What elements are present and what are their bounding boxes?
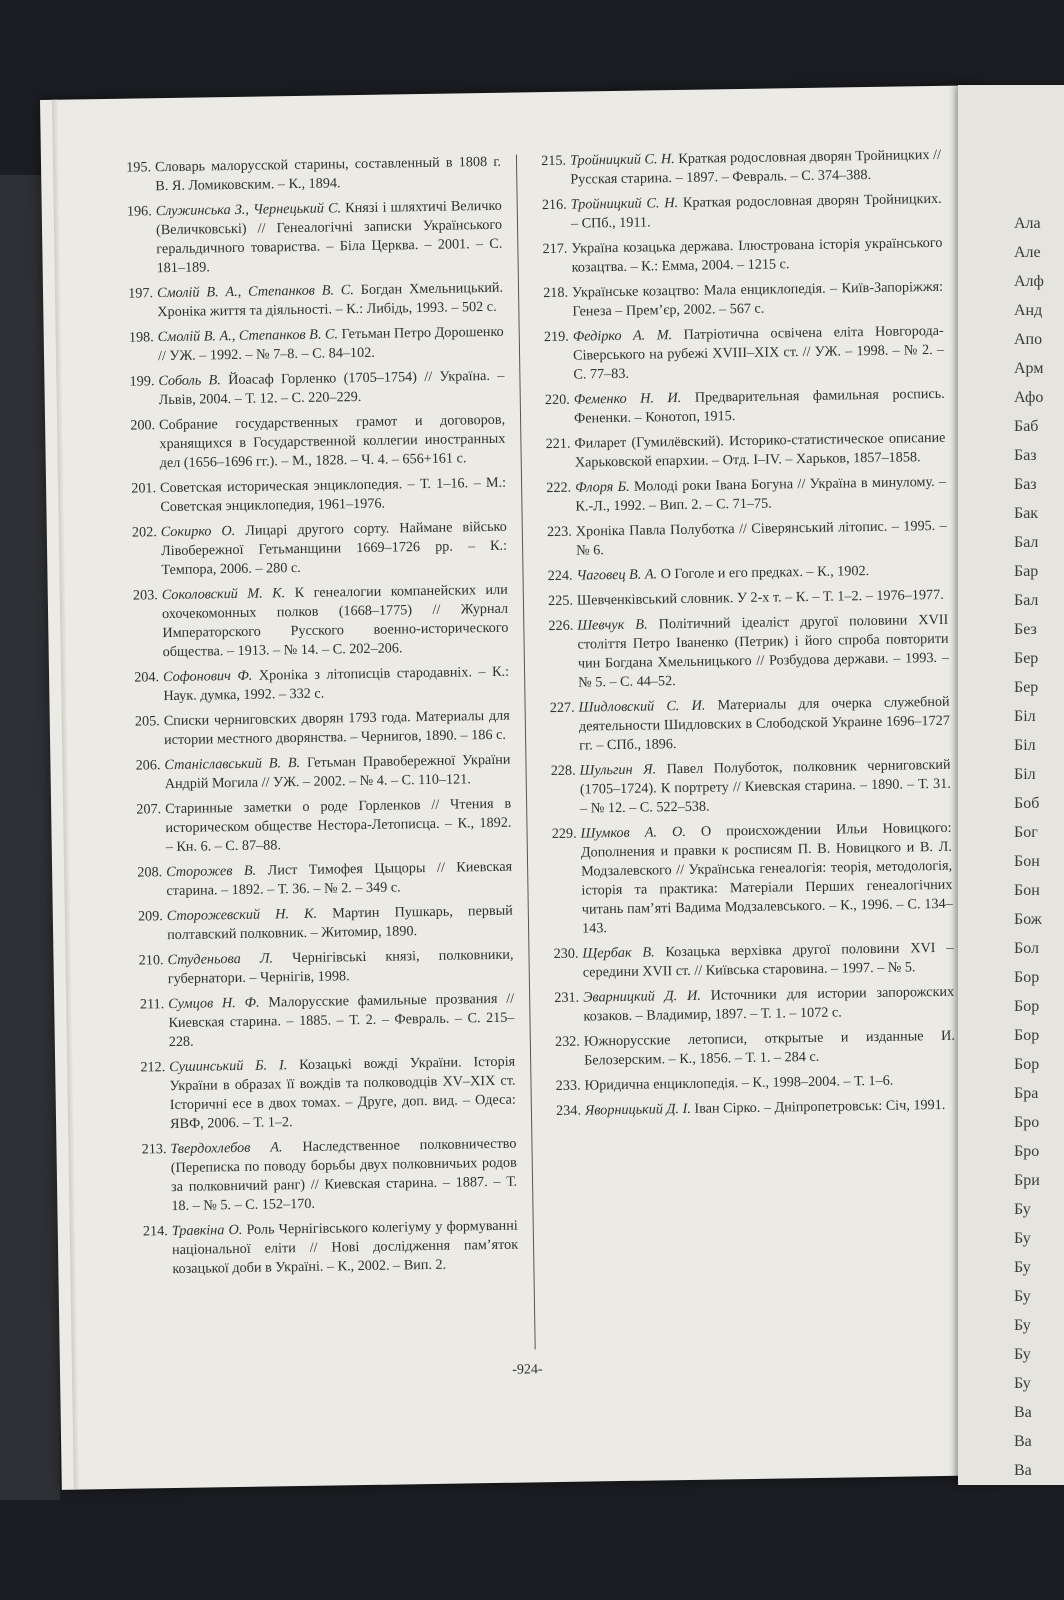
bibliography-entry: [131, 795, 512, 858]
entry-number: 221.: [545, 435, 571, 453]
bibliography-entry: [536, 146, 942, 190]
entry-number: 223.: [546, 523, 572, 541]
bibliography-entry: [537, 190, 943, 234]
facing-page-word: Боб: [1014, 795, 1040, 812]
entry-number: 228.: [550, 762, 576, 780]
facing-page-word: Бро: [1014, 1114, 1040, 1131]
entry-author: Смолій В. А., Степанков В. С.: [156, 282, 354, 302]
facing-page-word: Бер: [1014, 650, 1039, 667]
entry-number: 217.: [542, 240, 568, 258]
page-number: -924-: [512, 1362, 543, 1378]
facing-page-word: Алф: [1014, 273, 1044, 290]
entry-number: 200.: [130, 417, 156, 434]
facing-page-word: Бор: [1014, 998, 1040, 1015]
entry-number: 202.: [131, 524, 157, 541]
bibliography-entry: [123, 279, 504, 323]
entry-author: Сторожев В.: [166, 862, 257, 881]
bibliography-entry: [544, 693, 950, 756]
facing-page-word: Бож: [1014, 911, 1042, 928]
entry-text: Предварительная фамильная роспись. Фененки. – Конотоп, 1915.: [573, 385, 945, 427]
entry-text: Источники для истории запорожских козаков. – Владимир, 1897. – Т. 1. – 1072 с.: [583, 983, 955, 1025]
bibliography-entry: [124, 367, 505, 411]
entry-number: 225.: [547, 592, 574, 610]
facing-page-word: Апо: [1014, 331, 1043, 348]
bibliography-entry: [548, 939, 954, 983]
entry-text: Лист Тимофея Цыцоры // Киевская старина. – 1892. – Т. 36. – № 2. – 349 с.: [166, 858, 513, 900]
entry-number: 215.: [541, 152, 567, 170]
entry-author: Шульгин Я.: [579, 761, 657, 779]
bibliography-entry: [537, 234, 943, 278]
entry-number: 208.: [137, 864, 163, 881]
entry-text: Списки черниговских дворян 1793 года. Материалы для истории местного дворянства. – Чернигов, 1890. – 186 с.: [163, 707, 510, 749]
bibliography-entry: [130, 707, 511, 751]
entry-text: Краткая родословная дворян Тройницких. – СПб., 1911.: [570, 190, 942, 232]
bibliography-entry: [129, 663, 510, 707]
entry-author: Федірко А. М.: [572, 327, 673, 345]
facing-page-word: Бри: [1014, 1172, 1040, 1189]
entry-text: О происхождении Ильи Новицкого: Дополнения и правки к росписям П. В. Новицкого и В. Л. Модзалевского // Українська генеалогія: теорія, методологія, історія та практика: Матеріали Перших генеалогічних читань пам’яті Вадима Модзалевського. – К., 1996. – С. 134–143.: [580, 819, 953, 937]
bibliography-entry: [550, 1027, 956, 1071]
entry-author: Софонович Ф.: [162, 667, 253, 686]
entry-number: 212.: [140, 1059, 166, 1076]
entry-text: Чернігівські князі, полковники, губернатори. – Чернігів, 1998.: [167, 946, 514, 988]
entry-text: Козацькі вожді України. Історія України в образах її вождів та полководців XV–XIX ст. Історичні есе в двох томах. – Друге, доп. вид. – Одеса: ЯВФ, 2006. – Т. 1–2.: [169, 1053, 516, 1133]
facing-page-word: Бра: [1014, 1085, 1039, 1102]
entry-text: Патріотична освічена еліта Новгорода-Сіверського на рубежі XVIII–XIX ст. // УЖ. – 1998. – № 2. – С. 77–83.: [572, 322, 945, 383]
bibliography-entry: [542, 561, 947, 586]
bibliography-entry: [543, 586, 948, 611]
entry-text: Україна козацька держава. Ілюстрована історія українського козацтва. – К.: Емма, 2004. – 1215 с.: [571, 234, 943, 276]
entry-text: Краткая родословная дворян Тройницких // Русская старина. – 1897. – Февраль. – С. 374–388.: [570, 146, 942, 188]
entry-author: Сторожевский Н. К.: [166, 905, 318, 925]
entry-number: 227.: [549, 699, 575, 717]
book-page: [40, 85, 997, 1490]
entry-text: Хроніка з літописців стародавніх. – К.: Наук. думка, 1992. – 332 с.: [163, 663, 510, 705]
bibliography-entry: [126, 474, 507, 518]
bibliography-entry: [125, 411, 506, 474]
facing-page-word: Бер: [1014, 679, 1039, 696]
bibliography-entry: [543, 611, 949, 693]
entry-number: 230.: [553, 945, 579, 963]
entry-text: Малорусские фамильные прозвания // Киевская старина. – 1885. – Т. 2. – Февраль. – С. 215–228.: [168, 990, 515, 1051]
entry-text: Іван Сірко. – Дніпропетровськ: Січ, 1991.: [690, 1096, 946, 1117]
entry-text: Молоді роки Івана Богуна // Україна в минулому. – К.-Л., 1992. – Вип. 2. – С. 71–75.: [575, 473, 947, 515]
entry-text: Політичний ідеаліст другої половини XVII століття Петро Іваненко (Петрик) і його спроба повторити чин Богдана Хмельницького // Розбудова держави. – 1993. – № 5. – С. 44–52.: [577, 611, 949, 691]
entry-author: Шидловский С. И.: [578, 697, 706, 716]
entry-author: Смолій В. А., Степанков В. С.: [157, 326, 339, 346]
entry-text: Гетьман Правобережної України Андрій Могила // УЖ. – 2002. – № 4. – С. 110–121.: [164, 751, 511, 793]
entry-number: 234.: [555, 1102, 582, 1120]
entry-text: Старинные заметки о роде Горленков // Чтения в историческом обществе Нестора-Летописца. – К., 1892. – Кн. 6. – С. 87–88.: [165, 795, 512, 856]
entry-author: Шумков А. О.: [580, 823, 686, 842]
entry-author: Соболь В.: [158, 372, 221, 390]
bibliography-entry: [550, 1071, 955, 1096]
facing-page-word: Бог: [1014, 824, 1038, 841]
entry-number: 195.: [126, 159, 152, 176]
facing-page-word: Біл: [1014, 766, 1036, 783]
bibliography-entry: [539, 322, 945, 385]
entry-number: 209.: [137, 908, 163, 925]
entry-number: 226.: [548, 617, 574, 635]
entry-text: К генеалогии компанейских или охочекомонных полков (1668–1775) // Журнал Императорского Русского военно-исторического общества. – 1913. – № 14. – С. 202–206.: [161, 581, 509, 661]
facing-page-word: Бон: [1014, 882, 1040, 899]
entry-text: Українське козацтво: Мала енциклопедія. – Київ-Запоріжжя: Генеза – Прем’єр, 2002. – 567 с.: [571, 278, 944, 320]
facing-page-word: Ала: [1014, 215, 1041, 232]
entry-number: 201.: [131, 480, 157, 497]
entry-text: Гетьман Петро Дорошенко // УЖ. – 1992. – № 7–8. – С. 84–102.: [157, 323, 504, 365]
facing-page-word: Арм: [1014, 360, 1044, 377]
entry-text: Йоасаф Горленко (1705–1754) // Україна. – Львів, 2004. – Т. 12. – С. 220–229.: [158, 367, 505, 409]
entry-author: Соколовский М. К.: [161, 585, 286, 604]
bibliography-right-column: [536, 146, 956, 1127]
entry-text: Наследственное полковничество (Переписка по поводу борьбы двух полковничьих родов за полковничий ранг) // Киевская старина. – 1887. – Т. 18. – № 5. – С. 152–170.: [170, 1135, 518, 1215]
facing-page-word: Баб: [1014, 418, 1039, 435]
facing-page-word: Але: [1014, 244, 1041, 261]
entry-author: Студеньова Л.: [167, 950, 274, 969]
bibliography-entry: [134, 990, 515, 1053]
bibliography-entry: [549, 983, 955, 1027]
facing-page-word: Бон: [1014, 853, 1040, 870]
bibliography-entry: [545, 756, 951, 819]
entry-number: 196.: [126, 203, 152, 220]
entry-author: Шевчук В.: [577, 616, 648, 634]
bibliography-entry: [130, 751, 511, 795]
entry-text: Материалы для очерка служебной деятельности Шидловских в Слободской Украине 1696–1727 гг. – СПб., 1896.: [578, 693, 950, 754]
bibliography-entry: [551, 1096, 956, 1121]
facing-page-word: Ва: [1014, 1462, 1032, 1479]
entry-author: Служинська З., Чернецький С.: [155, 200, 342, 220]
bibliography-entry: [135, 1053, 516, 1135]
bibliography-entry: [133, 946, 514, 990]
facing-page-word: Бро: [1014, 1143, 1040, 1160]
entry-text: Юридична енциклопедія. – К., 1998–2004. – Т. 1–6.: [584, 1072, 894, 1094]
entry-author: Станіславський В. В.: [164, 754, 301, 774]
entry-author: Чаговец В. А.: [576, 566, 658, 584]
bibliography-left-column: [121, 153, 519, 1286]
facing-page-word: Без: [1014, 621, 1037, 638]
entry-author: Травкіна О.: [171, 1221, 243, 1240]
entry-number: 222.: [546, 479, 572, 497]
entry-text: Богдан Хмельницький. Хроніка життя та діяльності. – К.: Либідь, 1993. – 502 с.: [157, 279, 504, 321]
column-divider: [516, 155, 536, 1350]
bibliography-entry: [540, 385, 946, 429]
entry-number: 232.: [554, 1033, 580, 1051]
facing-page-word: Бар: [1014, 563, 1039, 580]
bibliography-entry: [133, 902, 514, 946]
bibliography-entry: [127, 518, 508, 581]
entry-text: Роль Чернігівського колегіуму у формуванні національної еліти // Нові дослідження пам’яток козацької доби в Україні. – К., 2002. – Вип. 2.: [171, 1217, 519, 1278]
entry-number: 204.: [134, 669, 160, 686]
entry-number: 229.: [551, 825, 577, 843]
facing-page-word: Бу: [1014, 1259, 1031, 1276]
facing-page-word: Афо: [1014, 389, 1044, 406]
entry-number: 218.: [543, 284, 569, 302]
bibliography-entry: [138, 1217, 519, 1280]
entry-number: 206.: [135, 757, 161, 774]
entry-number: 224.: [547, 567, 573, 585]
entry-text: Хроніка Павла Полуботка // Сіверянський літопис. – 1995. – № 6.: [575, 517, 947, 559]
entry-number: 210.: [138, 952, 164, 969]
entry-number: 207.: [136, 801, 162, 818]
facing-page-word: Бак: [1014, 505, 1039, 522]
entry-author: Твердохлебов А.: [170, 1139, 283, 1158]
entry-text: Козацька верхівка другої половини XVI – середини XVII ст. // Київська старовина. – 1997. – № 5.: [582, 939, 954, 981]
bibliography-entry: [128, 581, 509, 663]
entry-author: Тройницкий С. Н.: [569, 151, 675, 169]
entry-number: 211.: [139, 996, 165, 1013]
entry-author: Сушинський Б. І.: [169, 1057, 288, 1076]
bibliography-entry: [542, 517, 948, 561]
entry-text: Мартин Пушкарь, первый полтавский полковник. – Житомир, 1890.: [167, 902, 513, 944]
entry-number: 214.: [142, 1223, 168, 1240]
bibliography-entry: [541, 473, 947, 517]
facing-page-word: Баз: [1014, 476, 1037, 493]
entry-number: 213.: [141, 1141, 167, 1158]
entry-number: 219.: [543, 328, 569, 346]
facing-page-edge: [958, 85, 1064, 1485]
entry-number: 199.: [129, 373, 155, 390]
entry-author: Яворницький Д. І.: [584, 1100, 691, 1119]
bibliography-entry: [132, 858, 513, 902]
facing-page-word: Бор: [1014, 1027, 1040, 1044]
entry-number: 216.: [541, 196, 567, 214]
entry-author: Сумцов Н. Ф.: [168, 994, 260, 1013]
facing-page-word: Бал: [1014, 534, 1039, 551]
facing-page-word: Бу: [1014, 1346, 1031, 1363]
entry-author: Тройницкий С. Н.: [570, 194, 679, 213]
entry-text: Собрание государственных грамот и договоров, хранящихся в Государственной коллегии иностранных дел (1656–1696 гг.). – М., 1828. – Ч. 4. – 656+161 с.: [158, 411, 506, 472]
facing-page-word: Біл: [1014, 708, 1036, 725]
facing-page-word: Ва: [1014, 1404, 1032, 1421]
entry-number: 233.: [555, 1077, 581, 1095]
bibliography-entry: [136, 1135, 517, 1217]
facing-page-word: Анд: [1014, 302, 1043, 319]
facing-page-word: Біл: [1014, 737, 1036, 754]
entry-text: Павел Полуботок, полковник черниговский (1705–1724). К портрету // Киевская старина. – 1890. – Т. 31. – № 12. – С. 522–538.: [579, 756, 951, 817]
entry-text: Шевченківський словник. У 2-х т. – К. – Т. 1–2. – 1976–1977.: [576, 586, 944, 609]
facing-page-word: Бу: [1014, 1317, 1031, 1334]
entry-number: 203.: [132, 587, 158, 604]
facing-page-word: Бал: [1014, 592, 1039, 609]
entry-text: Лицарі другого сорту. Наймане військо Лівобережної Гетьманщини 1669–1726 рр. – К.: Темпора, 2006. – 280 с.: [160, 518, 508, 579]
facing-page-word: Бол: [1014, 940, 1039, 957]
entry-text: Южнорусские летописи, открытые и изданные И. Белозерским. – К., 1856. – Т. 1. – 284 с.: [583, 1027, 955, 1069]
bibliography-entry: [122, 197, 503, 279]
entry-author: Щербак В.: [582, 944, 655, 962]
entry-number: 197.: [128, 285, 154, 302]
entry-number: 231.: [554, 989, 580, 1007]
entry-number: 220.: [544, 391, 570, 409]
facing-page-word: Бу: [1014, 1375, 1031, 1392]
entry-number: 198.: [128, 329, 154, 346]
entry-author: Эварницкий Д. И.: [583, 987, 701, 1006]
bibliography-entry: [121, 153, 502, 197]
entry-text: Филарет (Гумилёвский). Историко-статистическое описание Харьковской епархии. – Отд. I–IV. – Харьков, 1857–1858.: [574, 429, 946, 471]
facing-page-word: Бу: [1014, 1288, 1031, 1305]
entry-number: 205.: [134, 713, 160, 730]
bibliography-entry: [538, 278, 944, 322]
entry-text: Словарь малорусской старины, составленный в 1808 г. В. Я. Ломиковским. – К., 1894.: [154, 153, 502, 195]
bibliography-entry: [124, 323, 505, 367]
entry-text: Князі і шляхтичі Величко (Величковські) // Генеалогічні записки Українського геральдичного товариства. – Біла Церква. – 2001. – С. 181–189.: [155, 197, 503, 277]
entry-author: Флоря Б.: [575, 478, 630, 496]
entry-text: Советская историческая энциклопедия. – Т. 1–16. – М.: Советская энциклопедия, 1961–1976.: [159, 474, 507, 516]
facing-page-word: Баз: [1014, 447, 1037, 464]
entry-text: О Гоголе и его предках. – К., 1902.: [656, 563, 870, 583]
bibliography-entry: [540, 429, 946, 473]
bibliography-entry: [546, 819, 953, 939]
facing-page-word: Бор: [1014, 969, 1040, 986]
facing-page-word: Бу: [1014, 1201, 1031, 1218]
facing-page-word: Ва: [1014, 1433, 1032, 1450]
entry-author: Сокирко О.: [160, 522, 236, 541]
facing-page-word: Бор: [1014, 1056, 1040, 1073]
facing-page-word: Бу: [1014, 1230, 1031, 1247]
entry-author: Феменко Н. И.: [573, 389, 682, 408]
